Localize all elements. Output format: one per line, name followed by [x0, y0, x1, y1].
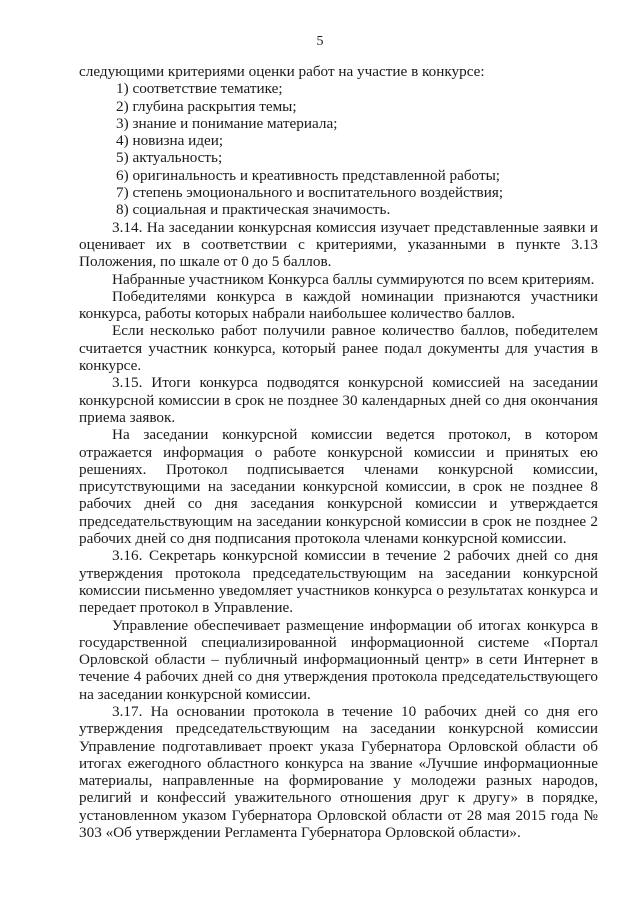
paragraph-3-16: 3.16. Секретарь конкурсной комиссии в течение 2 рабочих дней со дня утверждения протокола председательствующим на заседании конкурсной комиссии письменно уведомляет участников конкурса о результатах конкурса и передает протокол в Управление.: [79, 547, 598, 617]
criteria-item: 8) социальная и практическая значимость.: [116, 201, 391, 219]
paragraph-tie-rule: Если несколько работ получили равное количество баллов, победителем считается участник конкурса, который ранее подал документы для участия в конкурсе.: [79, 322, 598, 375]
paragraph-3-15: 3.15. Итоги конкурса подводятся конкурсной комиссией на заседании конкурсной комиссии в срок не позднее 30 календарных дней со дня окончания приема заявок.: [79, 374, 598, 426]
paragraph-protocol: На заседании конкурсной комиссии ведется протокол, в котором отражается информация о работе конкурсной комиссии и принятых ею решениях. Протокол подписывается членами конкурсной комиссии, присутствующими на заседании конкурсной комиссии, в срок не позднее 8 рабочих дней со дня заседания конкурсной комиссии и утверждается председательствующим на заседании конкурсной комиссии в срок не позднее 2 рабочих дней со дня подписания протокола членами конкурсной комиссии.: [79, 426, 598, 548]
paragraph-publication: Управление обеспечивает размещение информации об итогах конкурса в государственной специализированной информационной системе «Портал Орловской области – публичный информационный центр» в сети Интернет в течение 4 рабочих дней со дня утверждения протокола председательствующего на заседании конкурсной комиссии.: [79, 616, 598, 703]
criteria-item: 5) актуальность;: [116, 149, 223, 167]
criteria-item: 3) знание и понимание материала;: [116, 114, 338, 132]
document-body: [79, 63, 598, 841]
page-number: 5: [316, 34, 324, 49]
criteria-item: 7) степень эмоционального и воспитательного воздействия;: [116, 184, 504, 202]
criteria-list: [79, 80, 598, 218]
paragraph-3-17: 3.17. На основании протокола в течение 10 рабочих дней со дня его утверждения председательствующим на заседании конкурсной комиссии Управление подготавливает проект указа Губернатора Орловской области об итогах ежегодного областного конкурса на звание «Лучшие информационные материалы, направленные на формирование у молодежи разных народов, религий и конфессий уважительного отношения друг к другу» в порядке, установленном указом Губернатора Орловской области от 28 мая 2015 года № 303 «Об утверждении Регламента Губернатора Орловской области».: [79, 702, 598, 842]
paragraph-scores-summed: Набранные участником Конкурса баллы суммируются по всем критериям.: [112, 270, 595, 288]
criteria-item: 6) оригинальность и креативность представленной работы;: [116, 166, 501, 184]
criteria-item: 2) глубина раскрытия темы;: [116, 97, 297, 115]
criteria-intro: следующими критериями оценки работ на участие в конкурсе:: [79, 63, 485, 80]
criteria-item: 4) новизна идеи;: [116, 132, 224, 150]
paragraph-winners: Победителями конкурса в каждой номинации признаются участники конкурса, работы которых набрали наибольшее количество баллов.: [79, 287, 598, 323]
criteria-item: 1) соответствие тематике;: [116, 80, 283, 98]
paragraph-3-14: 3.14. На заседании конкурсная комиссия изучает представленные заявки и оценивает их в соответствии с критериями, указанными в пункте 3.13 Положения, по шкале от 0 до 5 баллов.: [79, 218, 598, 271]
